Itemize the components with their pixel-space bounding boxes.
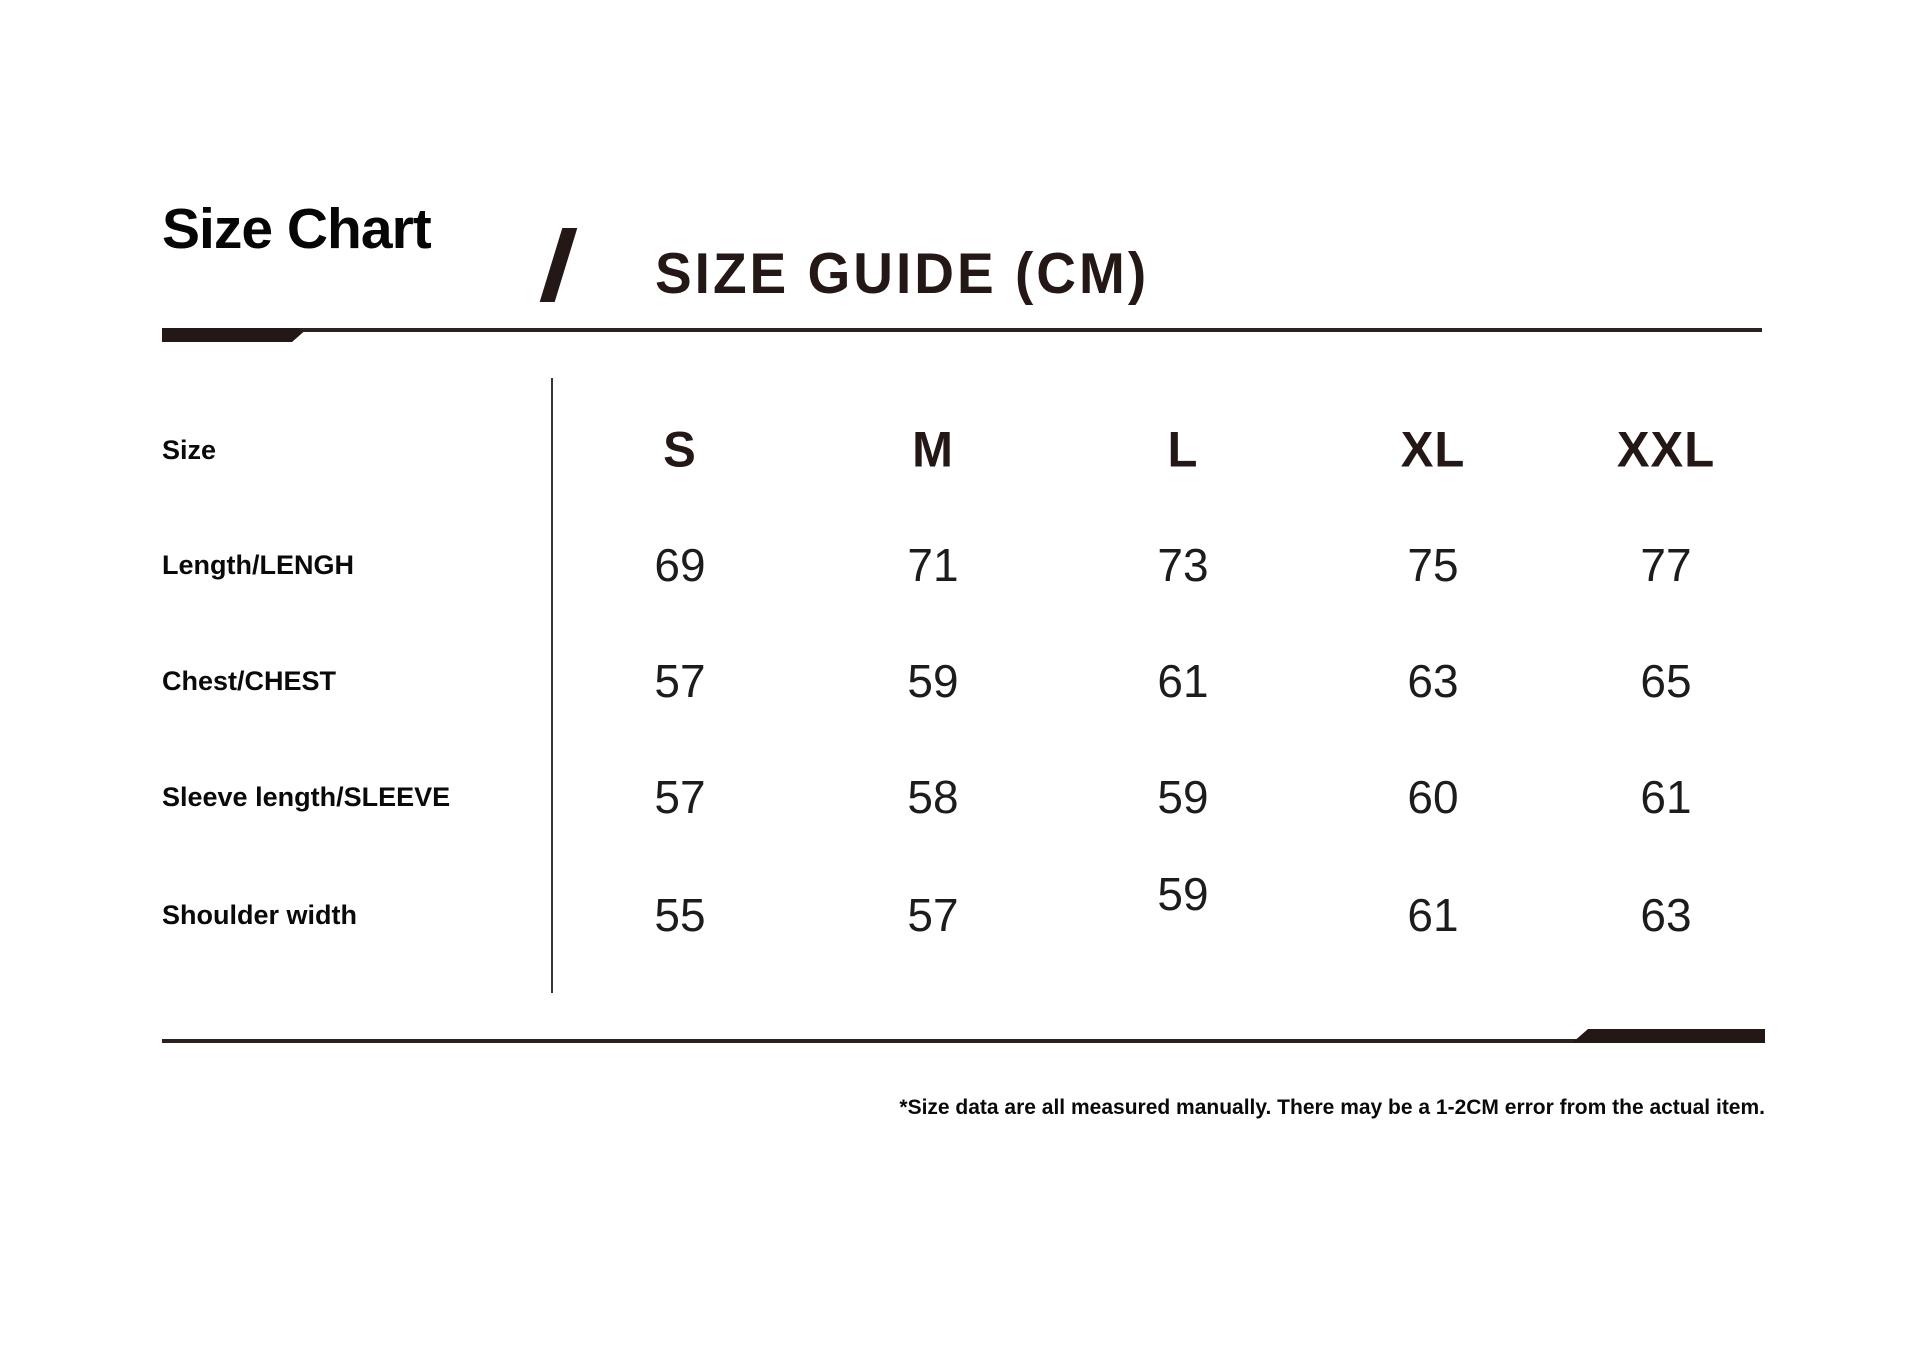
column-header-xl: XL xyxy=(1400,422,1466,478)
page-title: Size Chart xyxy=(162,197,431,261)
value-sleeve-xl: 60 xyxy=(1407,771,1459,823)
value-chest-xxl: 65 xyxy=(1640,655,1692,707)
measurement-disclaimer: *Size data are all measured manually. There may be a 1-2CM error from the actual item. xyxy=(899,1096,1765,1119)
column-header-l: L xyxy=(1167,422,1199,478)
size-guide-heading: SIZE GUIDE (CM) xyxy=(655,241,1150,306)
value-length-l: 73 xyxy=(1157,539,1209,591)
row-label-sleeve: Sleeve length/SLEEVE xyxy=(162,781,451,812)
column-header-xxl: XXL xyxy=(1616,422,1716,478)
value-length-xl: 75 xyxy=(1407,539,1459,591)
table-row-length xyxy=(162,535,1774,595)
value-shoulder-m: 57 xyxy=(907,889,959,941)
value-chest-s: 57 xyxy=(654,655,706,707)
value-sleeve-s: 57 xyxy=(654,771,706,823)
value-shoulder-s: 55 xyxy=(654,889,706,941)
value-shoulder-l: 59 xyxy=(1157,868,1209,920)
value-chest-m: 59 xyxy=(907,655,959,707)
column-header-s: S xyxy=(663,422,697,478)
column-header-m: M xyxy=(912,422,954,478)
value-chest-xl: 63 xyxy=(1407,655,1459,707)
value-chest-l: 61 xyxy=(1157,655,1209,707)
row-label-chest: Chest/CHEST xyxy=(162,665,337,696)
table-row-sleeve xyxy=(162,767,1774,827)
top-divider-accent-bar xyxy=(162,328,308,342)
value-shoulder-xl: 61 xyxy=(1407,889,1459,941)
slash-separator-icon xyxy=(540,228,578,302)
table-row-chest xyxy=(162,651,1774,711)
value-length-s: 69 xyxy=(654,539,706,591)
row-header-size: Size xyxy=(162,434,217,465)
value-shoulder-xxl: 63 xyxy=(1640,889,1692,941)
top-divider-line xyxy=(300,328,1762,332)
bottom-divider-accent-bar xyxy=(1572,1029,1765,1043)
value-sleeve-m: 58 xyxy=(907,771,959,823)
row-label-shoulder: Shoulder width xyxy=(162,899,357,930)
table-header-row xyxy=(162,414,1774,486)
table-row-shoulder xyxy=(162,868,1774,945)
value-length-m: 71 xyxy=(907,539,959,591)
value-sleeve-l: 59 xyxy=(1157,771,1209,823)
bottom-divider-line xyxy=(162,1039,1582,1043)
value-sleeve-xxl: 61 xyxy=(1640,771,1692,823)
row-label-length: Length/LENGH xyxy=(162,549,354,580)
value-length-xxl: 77 xyxy=(1640,539,1692,591)
